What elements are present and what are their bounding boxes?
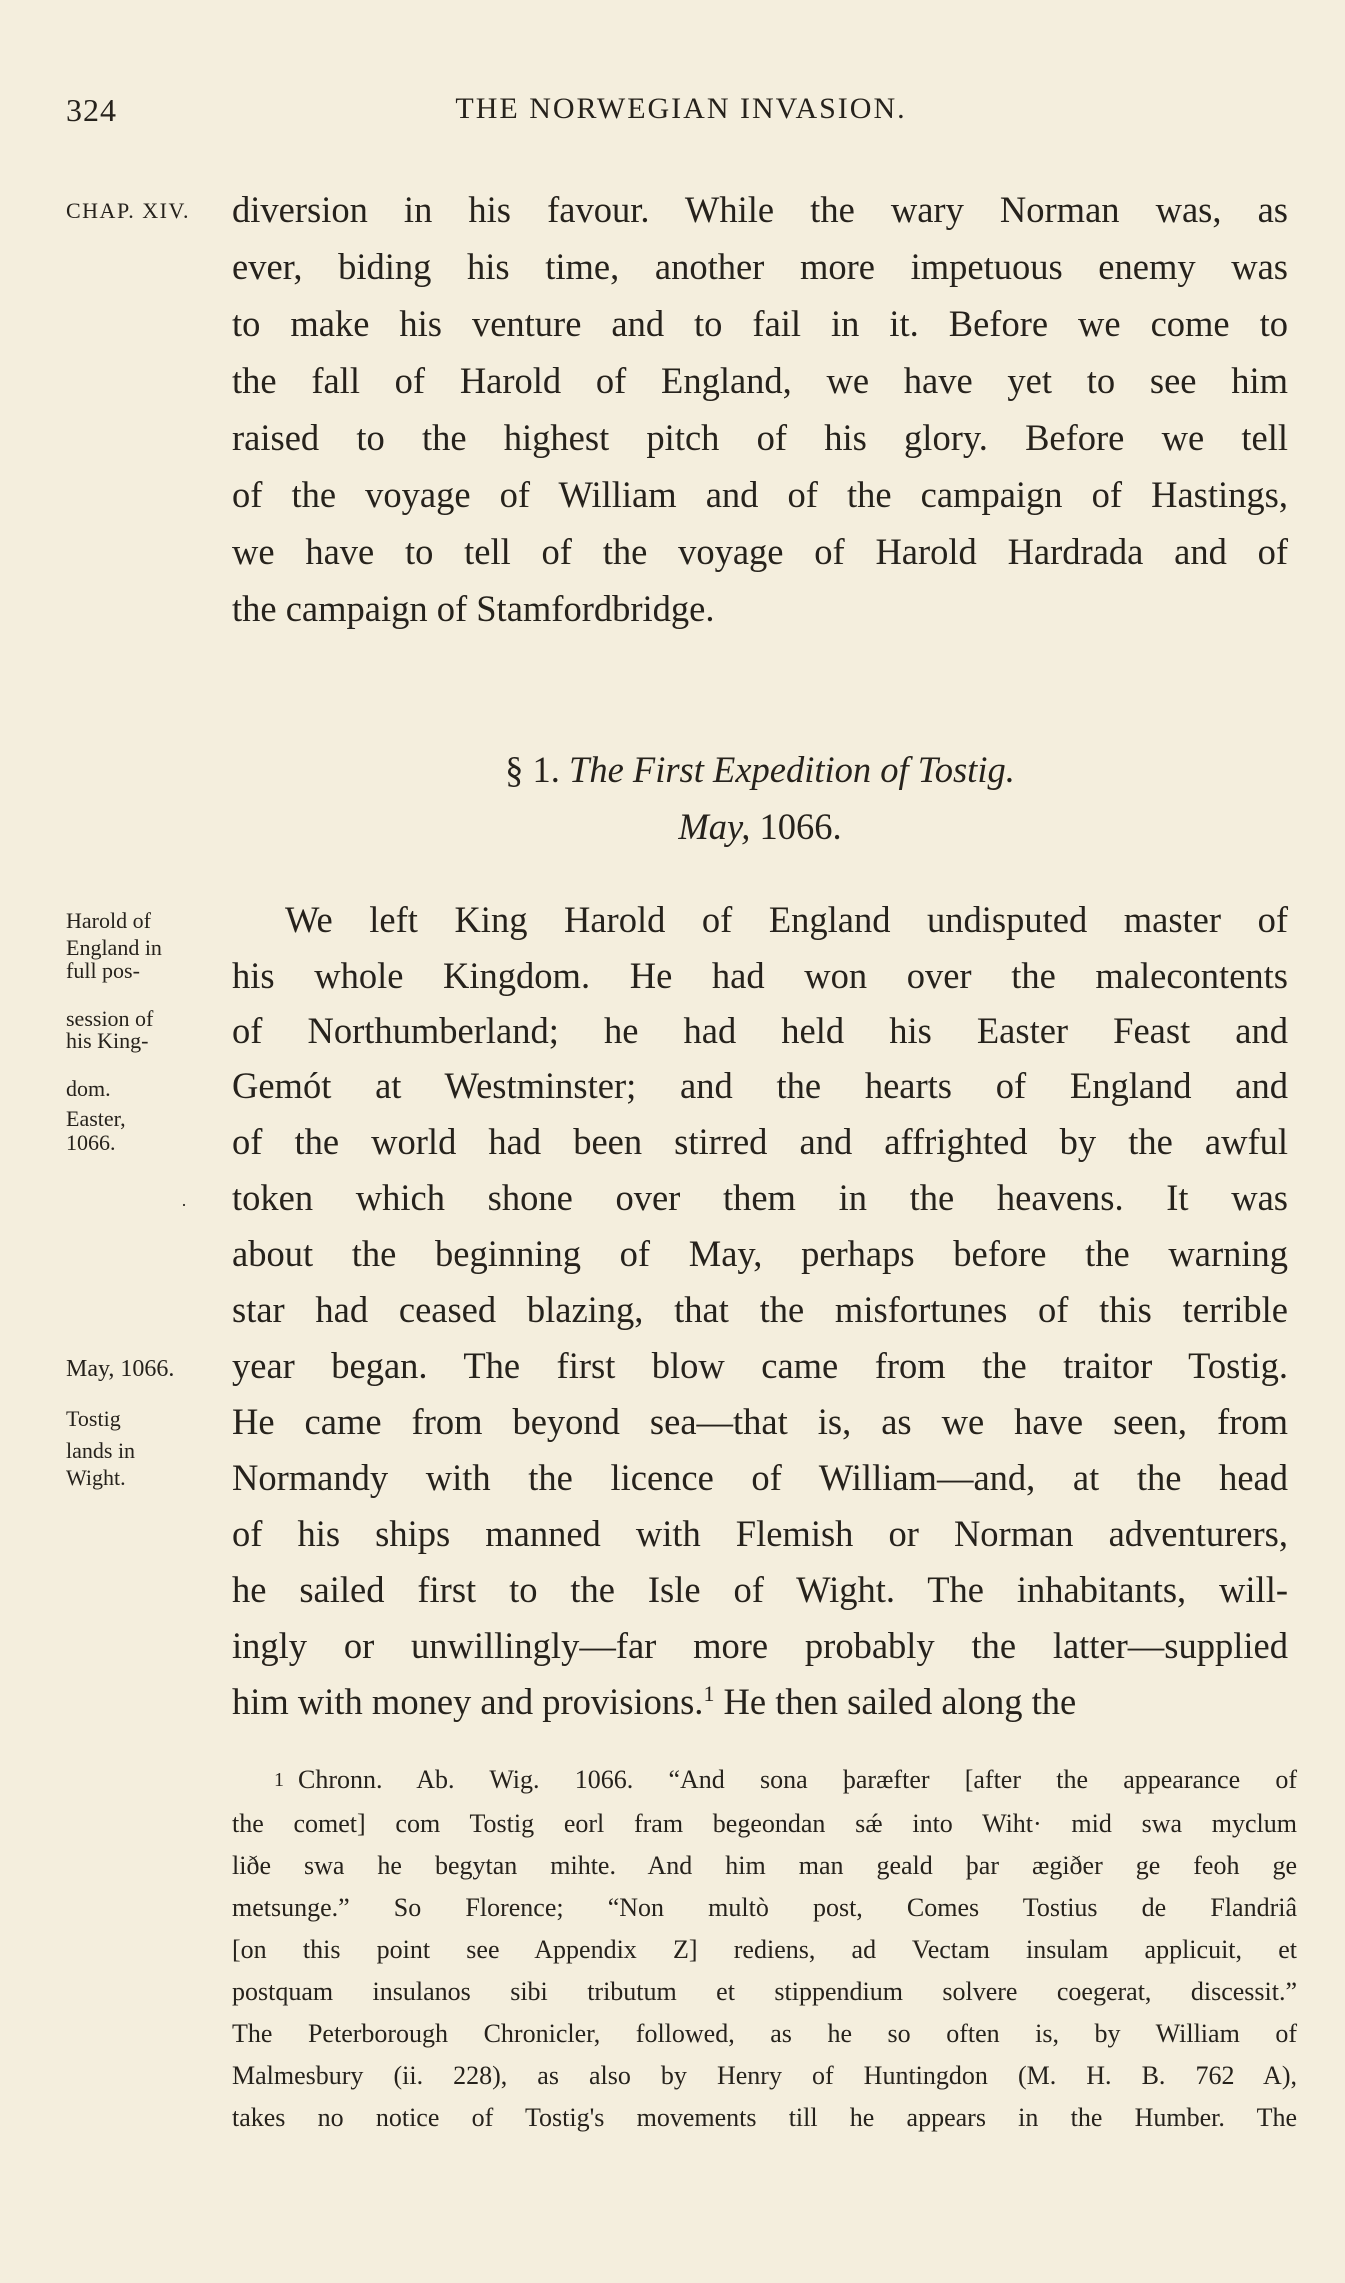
section-heading — [232, 749, 1288, 790]
margin-note-harold-line: 1066. — [66, 1130, 116, 1155]
text-line: raised to the highest pitch of his glory. Before we tell — [232, 417, 1288, 458]
footnote-line: Chronn. Ab. Wig. 1066. “And sona þaræfter [after the appearance of — [298, 1765, 1297, 1794]
text-line: his whole Kingdom. He had won over the malecontents — [232, 955, 1288, 996]
text-line: We left King Harold of England undisputed master of — [285, 899, 1288, 940]
text-line: the fall of Harold of England, we have yet to see him — [232, 360, 1288, 401]
footnote-line: postquam insulanos sibi tributum et stippendium solvere coegerat, discessit.” — [232, 1977, 1297, 2006]
footnote-line: takes no notice of Tostig's movements till he appears in the Humber. The — [232, 2103, 1297, 2132]
section-month: May, — [678, 806, 751, 847]
text-line: ingly or unwillingly—far more probably the latter—supplied — [232, 1625, 1288, 1666]
page-number: 324 — [66, 92, 117, 128]
text-line: he sailed first to the Isle of Wight. The inhabitants, will- — [232, 1569, 1288, 1610]
text-line: He came from beyond sea—that is, as we have seen, from — [232, 1401, 1288, 1442]
margin-note-harold-line: Harold of — [66, 908, 151, 933]
text-line: we have to tell of the voyage of Harold Hardrada and of — [232, 531, 1288, 572]
margin-note-harold-line: session of — [66, 1006, 154, 1031]
margin-note-tostig-line: lands in — [66, 1438, 136, 1463]
text-line: the campaign of Stamfordbridge. — [232, 588, 715, 629]
stray-mark: · — [181, 1195, 187, 1215]
text-line: year began. The first blow came from the traitor Tostig. — [232, 1345, 1288, 1386]
text-line: about the beginning of May, perhaps before the warning — [232, 1233, 1288, 1274]
text-line: star had ceased blazing, that the misfortunes of this terrible — [232, 1289, 1288, 1330]
footnote-marker: 1 — [274, 1769, 284, 1791]
running-title: THE NORWEGIAN INVASION. — [455, 92, 907, 125]
section-date — [232, 806, 1288, 847]
footnote-line: [on this point see Appendix Z] rediens, ad Vectam insulam applicuit, et — [232, 1935, 1297, 1964]
running-head — [66, 92, 1296, 132]
footnote-line: The Peterborough Chronicler, followed, as he so often is, by William of — [232, 2019, 1297, 2048]
footnote-line: metsunge.” So Florence; “Non multò post, Comes Tostius de Flandriâ — [232, 1893, 1297, 1922]
margin-chapter-label: CHAP. XIV. — [66, 198, 191, 223]
margin-note-tostig-line: Wight. — [66, 1465, 126, 1490]
section-year: 1066. — [759, 806, 842, 847]
text-line: diversion in his favour. While the wary Norman was, as — [232, 189, 1288, 230]
text-line — [232, 1680, 1288, 1722]
section-title: The First Expedition of Tostig. — [569, 749, 1015, 790]
margin-note-harold-line: dom. — [66, 1076, 111, 1101]
text-line: of the world had been stirred and affrighted by the awful — [232, 1121, 1288, 1162]
text-line: ever, biding his time, another more impetuous enemy was — [232, 246, 1288, 287]
text-line: of the voyage of William and of the campaign of Hastings, — [232, 474, 1288, 515]
text-fragment: him with money and provisions. — [232, 1681, 704, 1722]
footnote-line: the comet] com Tostig eorl fram begeondan sǽ into Wiht· mid swa myclum — [232, 1809, 1297, 1838]
text-line: Normandy with the licence of William—and, at the head — [232, 1457, 1288, 1498]
text-line: to make his venture and to fail in it. Before we come to — [232, 303, 1288, 344]
text-line: token which shone over them in the heavens. It was — [232, 1177, 1288, 1218]
section-number: § 1. — [505, 749, 560, 790]
text-line: Gemót at Westminster; and the hearts of England and — [232, 1065, 1288, 1106]
margin-note-harold-line: his King- — [66, 1028, 149, 1053]
margin-note-tostig-line: Tostig — [66, 1406, 121, 1431]
margin-note-may: May, 1066. — [66, 1356, 175, 1382]
text-line: of his ships manned with Flemish or Norman adventurers, — [232, 1513, 1288, 1554]
margin-note-harold-line: full pos- — [66, 958, 140, 983]
text-line: of Northumberland; he had held his Easter Feast and — [232, 1010, 1288, 1051]
footnote-reference[interactable]: 1 — [703, 1680, 715, 1706]
margin-note-harold-line: England in — [66, 935, 162, 960]
text-fragment: He then sailed along the — [714, 1681, 1077, 1722]
margin-note-harold-line: Easter, — [66, 1106, 126, 1131]
footnote-line: liðe swa he begytan mihte. And him man geald þar ægiðer ge feoh ge — [232, 1851, 1297, 1880]
footnote-line: Malmesbury (ii. 228), as also by Henry of Huntingdon (M. H. B. 762 A), — [232, 2061, 1297, 2090]
